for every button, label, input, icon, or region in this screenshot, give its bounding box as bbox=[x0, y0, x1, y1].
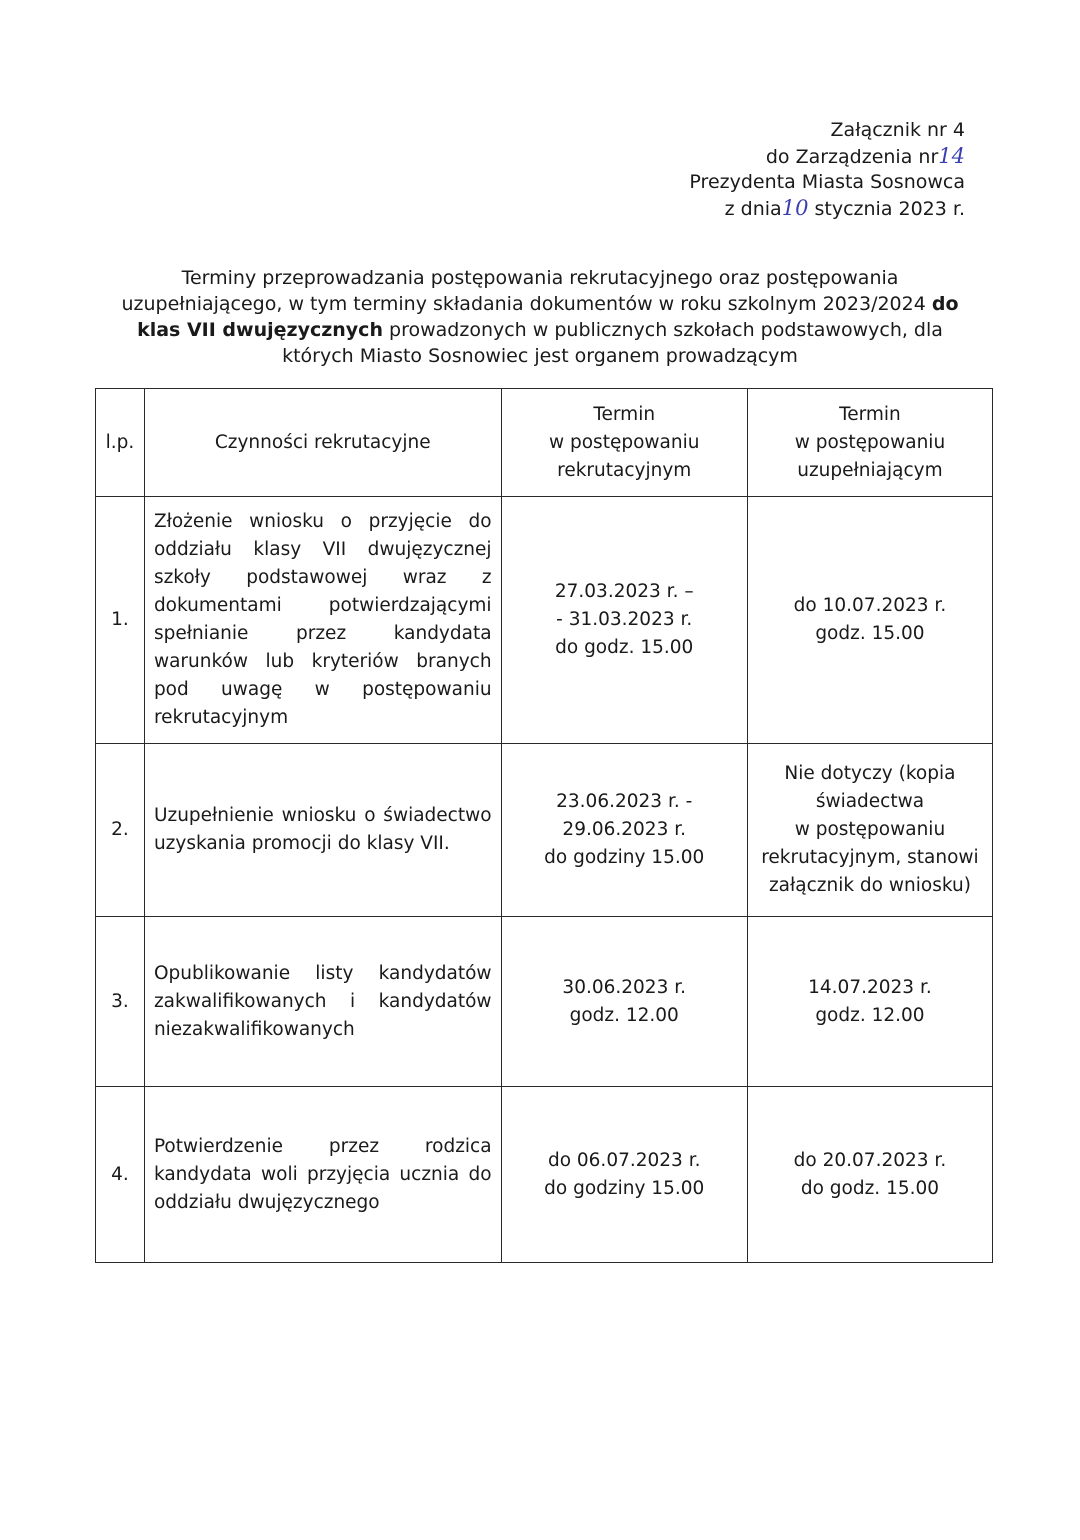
header-lp-label: l.p. bbox=[105, 431, 135, 453]
row-term-recruitment bbox=[501, 917, 747, 1087]
header-term-recruitment bbox=[501, 389, 747, 497]
attachment-header bbox=[689, 118, 965, 222]
term-supplementary-text: 14.07.2023 r. godz. 12.00 bbox=[808, 976, 932, 1026]
title-bold-part: do klas VII dwujęzycznych bbox=[137, 293, 959, 341]
ordinance-reference bbox=[689, 144, 965, 171]
table-row bbox=[96, 1087, 993, 1263]
table-header-row bbox=[96, 389, 993, 497]
date-prefix: z dnia bbox=[724, 197, 782, 220]
row-number: 3. bbox=[96, 917, 145, 1087]
handwritten-ordinance-number: 14 bbox=[938, 143, 965, 168]
row-activity bbox=[144, 1087, 501, 1263]
row-term-supplementary bbox=[747, 744, 992, 917]
term-recruitment-text: 27.03.2023 r. – - 31.03.2023 r. do godz. 15.00 bbox=[554, 581, 694, 658]
row-activity bbox=[144, 497, 501, 744]
ordinance-label: do Zarządzenia nr bbox=[765, 145, 939, 168]
term-recruitment-text: do 06.07.2023 r. do godziny 15.00 bbox=[544, 1149, 705, 1199]
term-recruitment-text: 30.06.2023 r. godz. 12.00 bbox=[562, 976, 687, 1026]
term-supplementary-text: do 20.07.2023 r. do godz. 15.00 bbox=[793, 1149, 947, 1199]
header-lp bbox=[96, 389, 145, 497]
row-term-supplementary bbox=[747, 1087, 992, 1263]
term-recruitment-text: 23.06.2023 r. - 29.06.2023 r. do godziny 15.00 bbox=[544, 791, 705, 868]
row-term-supplementary bbox=[747, 917, 992, 1087]
row-activity bbox=[144, 744, 501, 917]
row-number: 1. bbox=[96, 497, 145, 744]
row-term-recruitment bbox=[501, 744, 747, 917]
row-term-recruitment bbox=[501, 497, 747, 744]
document-title bbox=[105, 265, 975, 369]
row-term-supplementary bbox=[747, 497, 992, 744]
table-row bbox=[96, 917, 993, 1087]
row-number: 2. bbox=[96, 744, 145, 917]
recruitment-schedule-table bbox=[95, 388, 993, 1263]
table-row bbox=[96, 744, 993, 917]
term-supplementary-text: do 10.07.2023 r. godz. 15.00 bbox=[793, 595, 947, 644]
header-term-supplementary-label: Termin w postępowaniu uzupełniającym bbox=[794, 403, 946, 481]
issuer-line: Prezydenta Miasta Sosnowca bbox=[689, 171, 965, 193]
header-activity bbox=[144, 389, 501, 497]
activity-text: Uzupełnienie wniosku o świadectwo uzyskania promocji do klasy VII. bbox=[153, 805, 492, 854]
row-term-recruitment bbox=[501, 1087, 747, 1263]
activity-text: Opublikowanie listy kandydatów zakwalifikowanych i kandydatów niezakwalifikowanych bbox=[153, 962, 492, 1040]
table-row bbox=[96, 497, 993, 744]
date-line bbox=[689, 196, 965, 223]
header-term-recruitment-label: Termin w postępowaniu rekrutacyjnym bbox=[548, 403, 700, 481]
attachment-number: Załącznik nr 4 bbox=[830, 119, 965, 141]
row-activity bbox=[144, 917, 501, 1087]
row-number: 4. bbox=[96, 1087, 145, 1263]
activity-text: Złożenie wniosku o przyjęcie do oddziału klasy VII dwujęzycznej szkoły podstawowej wraz z dokumentami potwierdzającymi spełnianie przez kandydata warunków lub kryteriów branych pod uwagę w postępowaniu rekrutacyjnym bbox=[153, 511, 492, 728]
term-supplementary-text: Nie dotyczy (kopia świadectwa w postępowaniu rekrutacyjnym, stanowi załącznik do wniosku) bbox=[761, 763, 979, 896]
handwritten-day: 10 bbox=[781, 195, 809, 220]
date-suffix: stycznia 2023 r. bbox=[814, 197, 965, 220]
title-part-2: prowadzonych w publicznych szkołach podstawowych, dla których Miasto Sosnowiec jest organem prowadzącym bbox=[282, 319, 943, 367]
activity-text: Potwierdzenie przez rodzica kandydata woli przyjęcia ucznia do oddziału dwujęzycznego bbox=[153, 1135, 492, 1213]
header-term-supplementary bbox=[747, 389, 992, 497]
title-part-1: Terminy przeprowadzania postępowania rekrutacyjnego oraz postępowania uzupełniającego, w tym terminy składania dokumentów w roku szkolnym 2023/2024 bbox=[121, 267, 932, 315]
header-activity-label: Czynności rekrutacyjne bbox=[214, 431, 431, 453]
